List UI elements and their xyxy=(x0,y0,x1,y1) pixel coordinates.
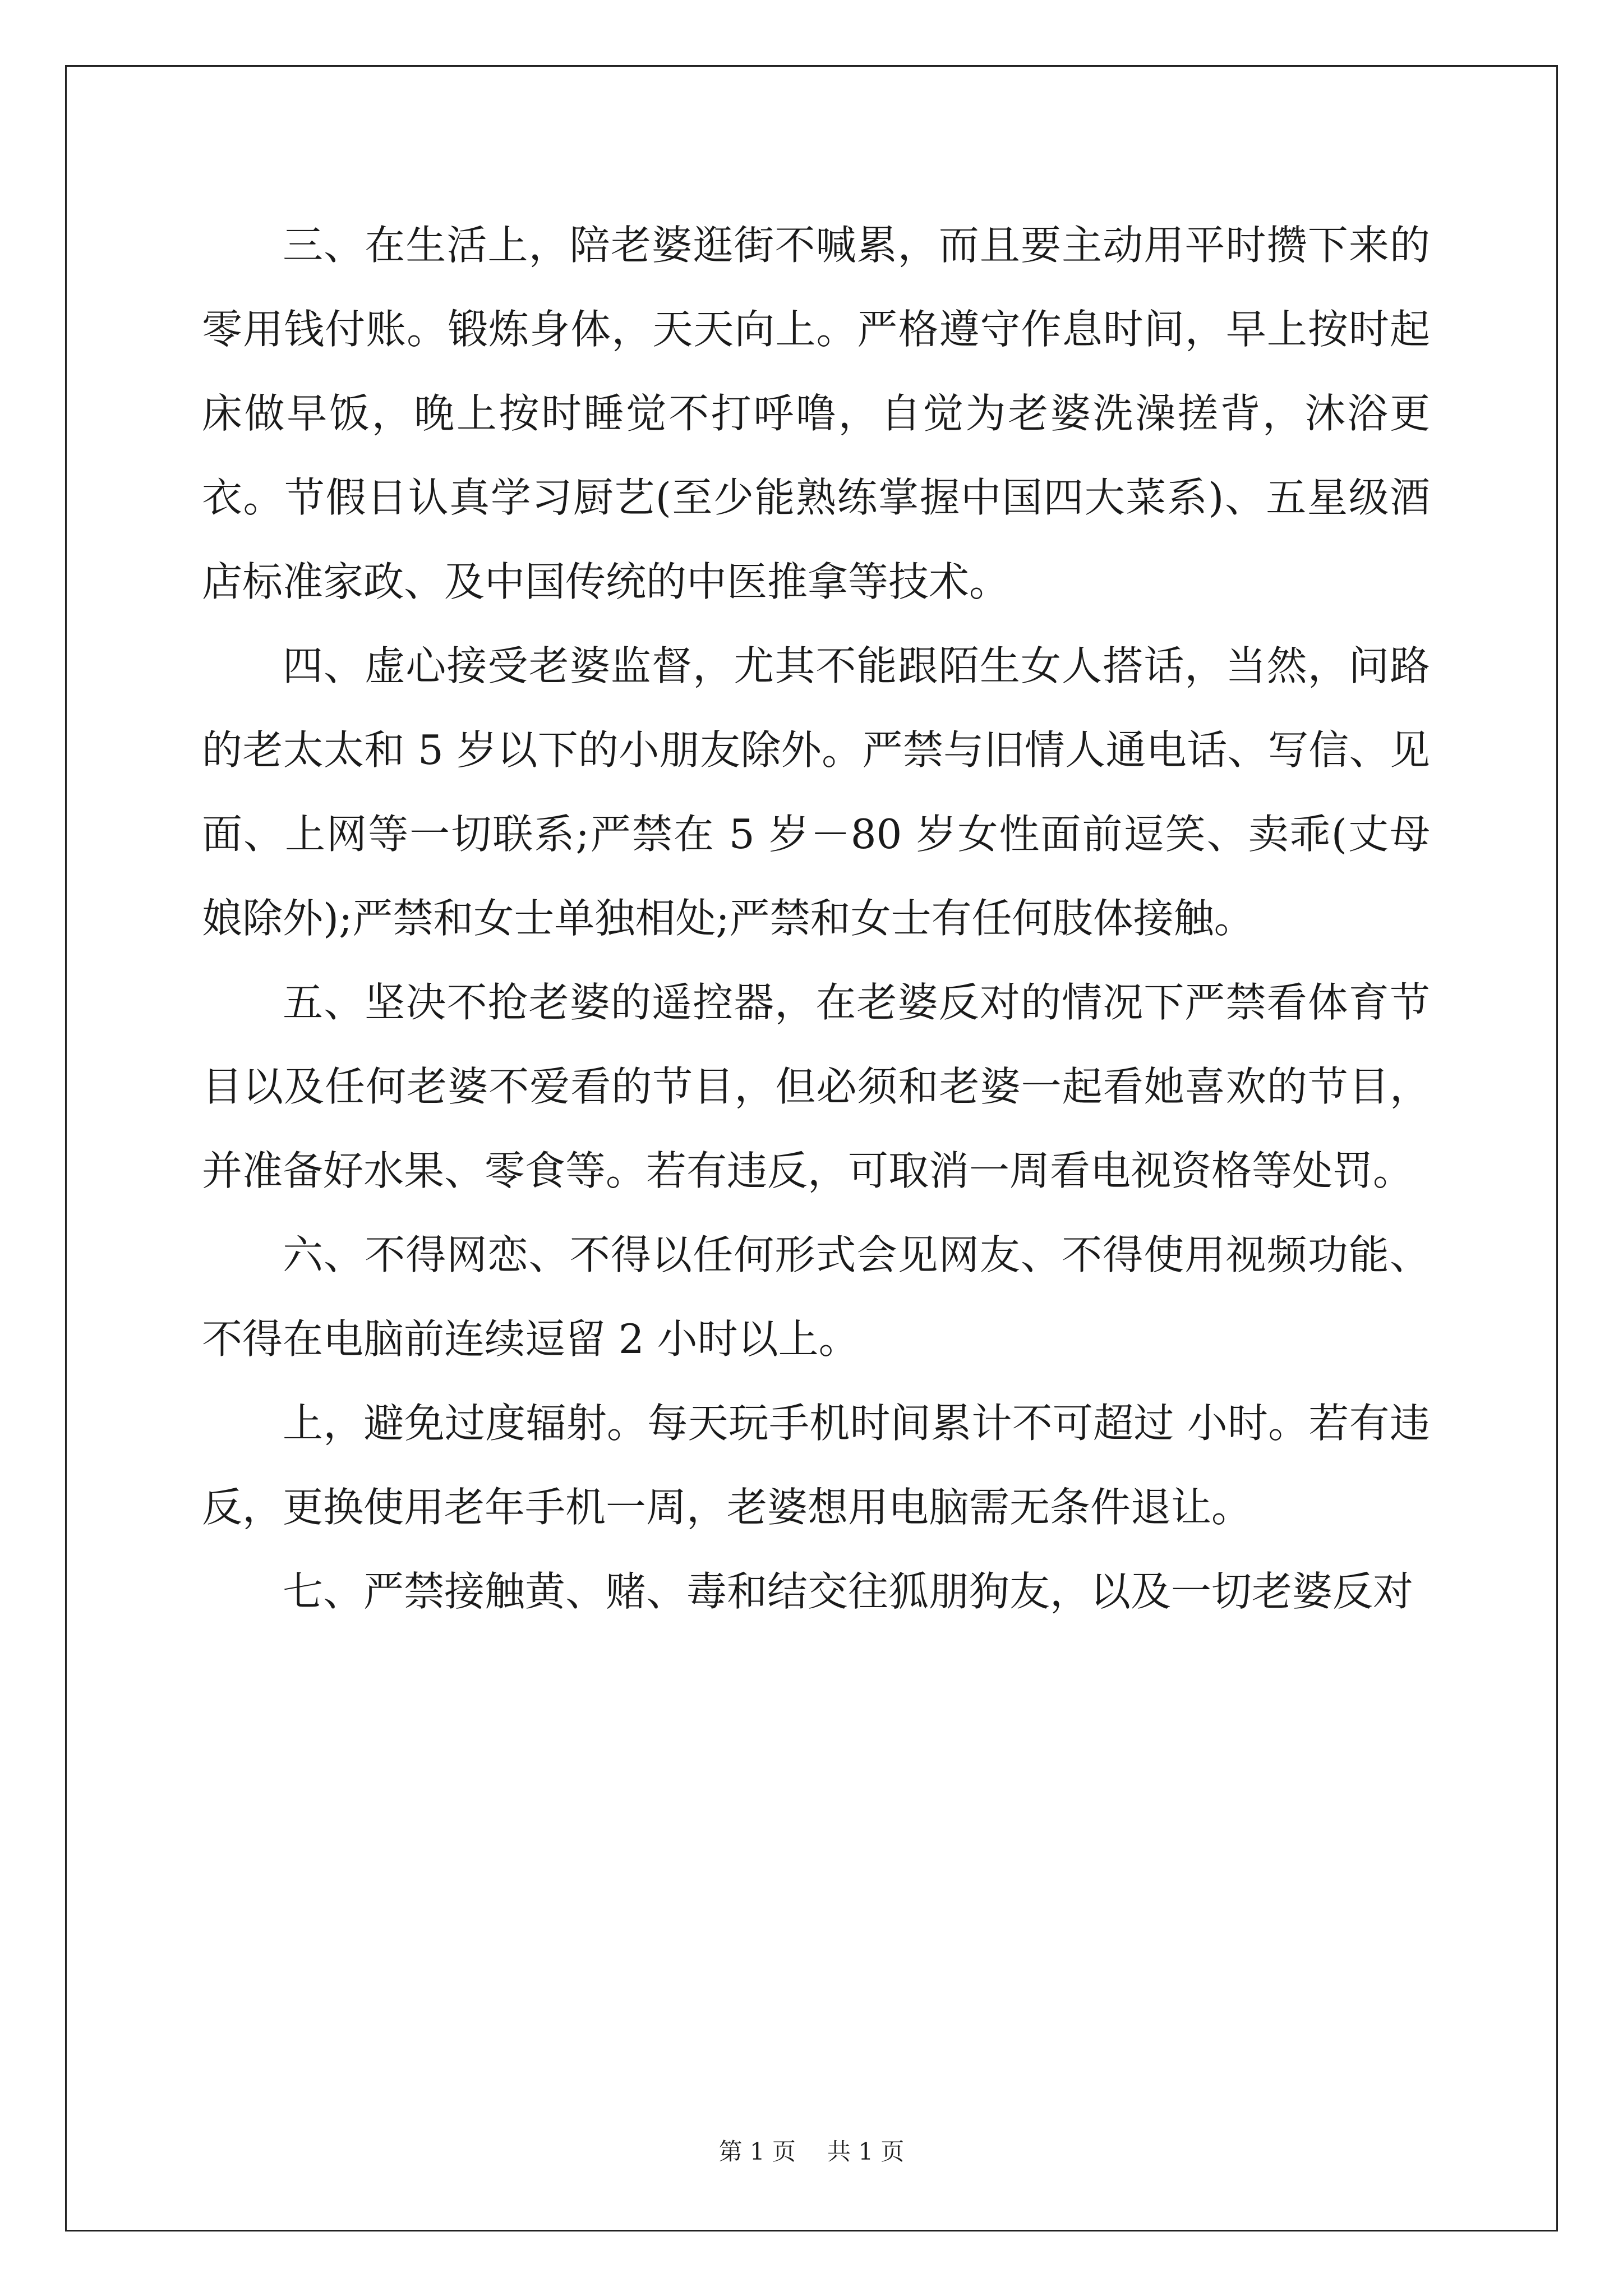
page-total: 共 1 页 xyxy=(827,2138,905,2165)
paragraph-6: 六、不得网恋、不得以任何形式会见网友、不得使用视频功能、不得在电脑前连续逗留 2 小时以上。 xyxy=(202,1231,1430,1363)
paragraph-4: 四、虚心接受老婆监督，尤其不能跟陌生女人搭话，当然，问路的老太太和 5 岁以下的小朋友除外。严禁与旧情人通电话、写信、见面、上网等一切联系;严禁在 5 岁－80 岁女性面前逗笑、卖乖(丈母娘除外);严禁和女士单独相处;严禁和女士有任何肢体接触。 xyxy=(202,642,1430,942)
paragraph-7: 七、严禁接触黄、赌、毒和结交往狐朋狗友，以及一切老婆反对 xyxy=(283,1568,1414,1615)
paragraph-5: 五、坚决不抢老婆的遥控器，在老婆反对的情况下严禁看体育节目以及任何老婆不爱看的节目，但必须和老婆一起看她喜欢的节目，并准备好水果、零食等。若有违反，可取消一周看电视资格等处罚。 xyxy=(202,979,1430,1194)
paragraph-6-continued: 上，避免过度辐射。每天玩手机时间累计不可超过 小时。若有违反，更换使用老年手机一周，老婆想用电脑需无条件退让。 xyxy=(202,1400,1430,1531)
page-number: 第 1 页 xyxy=(718,2138,796,2165)
paragraph-3: 三、在生活上，陪老婆逛街不喊累，而且要主动用平时攒下来的零用钱付账。锻炼身体，天天向上。严格遵守作息时间，早上按时起床做早饭，晚上按时睡觉不打呼噜，自觉为老婆洗澡搓背，沐浴更衣。节假日认真学习厨艺(至少能熟练掌握中国四大菜系)、五星级酒店标准家政、及中国传统的中医推拿等技术。 xyxy=(202,222,1430,605)
page-footer xyxy=(0,2133,1623,2167)
document-body xyxy=(202,203,1430,1634)
